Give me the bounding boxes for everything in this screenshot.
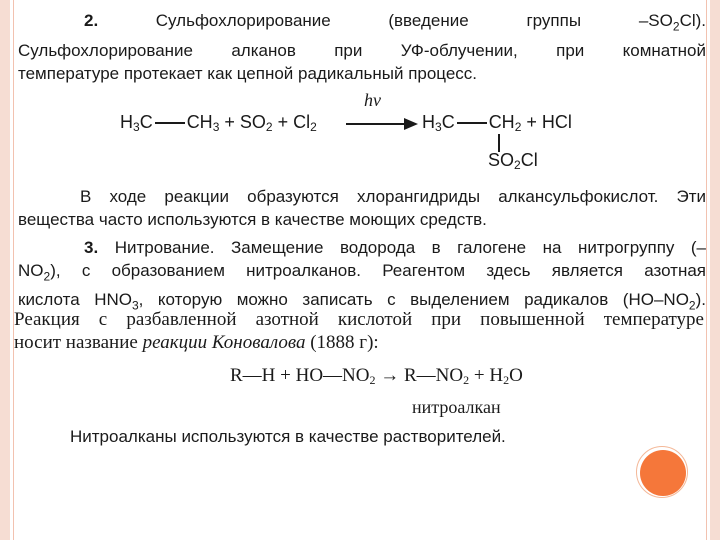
eq2-product-label: нитроалкан [412,397,501,417]
section-2-line3: температуре протекает как цепной радикальный процесс. [18,63,478,83]
eq1-arrow-head-icon [404,118,418,130]
section-2-heading-line [18,9,706,39]
equation-sulfochlorination-lhs [120,112,317,134]
equation-sulfochlorination-rhs [422,112,572,134]
eq1-rhs-h: H [422,112,435,132]
section-3-number: 3. [84,238,99,257]
para-solvents [70,425,670,448]
section-3-hno: кислота HNO [18,290,132,310]
decorative-orange-circle-icon [640,450,686,496]
konovalov-reaction-name: реакции Коновалова [142,332,306,353]
eq2-part-b: → R—NO [375,365,464,386]
section-3-heading-line [18,236,706,259]
section-3-title: Нитрование. [114,238,215,257]
para-konovalov-line2 [14,331,704,354]
section-3-line1-tail: Замещение водорода в галогене на нитрогруппу (– [231,238,706,257]
eq1-condition-hv: hv [364,90,381,110]
section-3-no2-sub: 2 [688,298,696,313]
eq1-arrow-shaft [346,123,406,125]
section-3-no: NO [18,261,44,280]
eq1-branch-so2cl [488,150,538,172]
eq2-sub2: 2 [463,373,470,387]
slide-frame-right [710,0,720,540]
eq1-branch-sub: 2 [514,158,521,172]
section-2-line1-tail: (введение группы –SO [388,11,673,30]
slide-frame-line-right [706,0,707,540]
eq2-part-d: O [509,365,523,386]
eq1-lhs-cl-sub: 2 [310,120,317,134]
eq1-lhs-h: H [120,112,133,132]
para-konovalov-line2-b: (1888 г): [310,332,379,353]
eq2-sub3: 2 [503,373,510,387]
eq1-lhs-ch: CH [186,112,213,132]
eq1-lhs-ch-sub: 3 [212,120,220,134]
eq2-sub1: 2 [369,373,376,387]
eq1-rhs-ch-sub: 2 [514,120,522,134]
eq1-lhs-c: C [139,112,153,132]
section-3-line3-text: , которую можно записать с выделением радикалов (HO–NO [138,290,689,310]
section-2-line1-sub: 2 [672,19,680,34]
section-2-line2: Сульфохлорирование алканов при УФ-облучении, при комнатной [18,40,706,60]
para-products-line1: В ходе реакции образуются хлорангидриды алкансульфокислот. Эти [80,187,706,206]
eq2-part-a: R—H + HO—NO [230,365,370,386]
eq1-lhs-so-sub: 2 [265,120,273,134]
eq1-rhs-h-sub: 3 [435,120,442,134]
eq1-rhs-single-bond [457,122,487,124]
section-3-no-sub: 2 [43,269,51,284]
para-products [18,185,706,231]
slide-content [14,0,706,540]
eq1-lhs-so: + SO [224,112,266,132]
section-nitration [18,236,706,318]
section-sulfochlorination [18,9,706,85]
eq2-part-c: + H [469,365,504,386]
section-3-line2 [18,259,706,288]
eq1-lhs-cl: + Cl [277,112,311,132]
para-solvents-line1: Нитроалканы используются в качестве растворителей. [70,427,506,446]
section-3-hno-sub: 3 [131,298,139,313]
equation-nitration [230,365,523,388]
eq1-rhs-ch: CH [488,112,515,132]
section-2-number: 2. [84,11,99,30]
eq1-lhs-h-sub: 3 [133,120,140,134]
section-2-title: Сульфохлорирование [155,11,331,30]
section-3-line2-text: ), с образованием нитроалканов. Реагентом здесь является азотная [50,261,706,280]
eq1-branch-so: SO [488,150,515,170]
eq1-rhs-c: C [441,112,455,132]
para-konovalov-line2-a: носит название [14,332,138,353]
slide-frame-left [0,0,10,540]
eq1-branch-cl: Cl [520,150,538,170]
para-konovalov [14,308,704,354]
section-3-line3-end: ). [695,290,706,310]
para-konovalov-line1: Реакция с разбавленной азотной кислотой при повышенной температуре [14,309,704,330]
eq1-single-bond [155,122,185,124]
section-2-line1-end: Cl). [679,11,707,30]
para-products-line2: вещества часто используются в качестве моющих средств. [18,210,487,229]
eq1-rhs-hcl: + HCl [526,112,572,132]
